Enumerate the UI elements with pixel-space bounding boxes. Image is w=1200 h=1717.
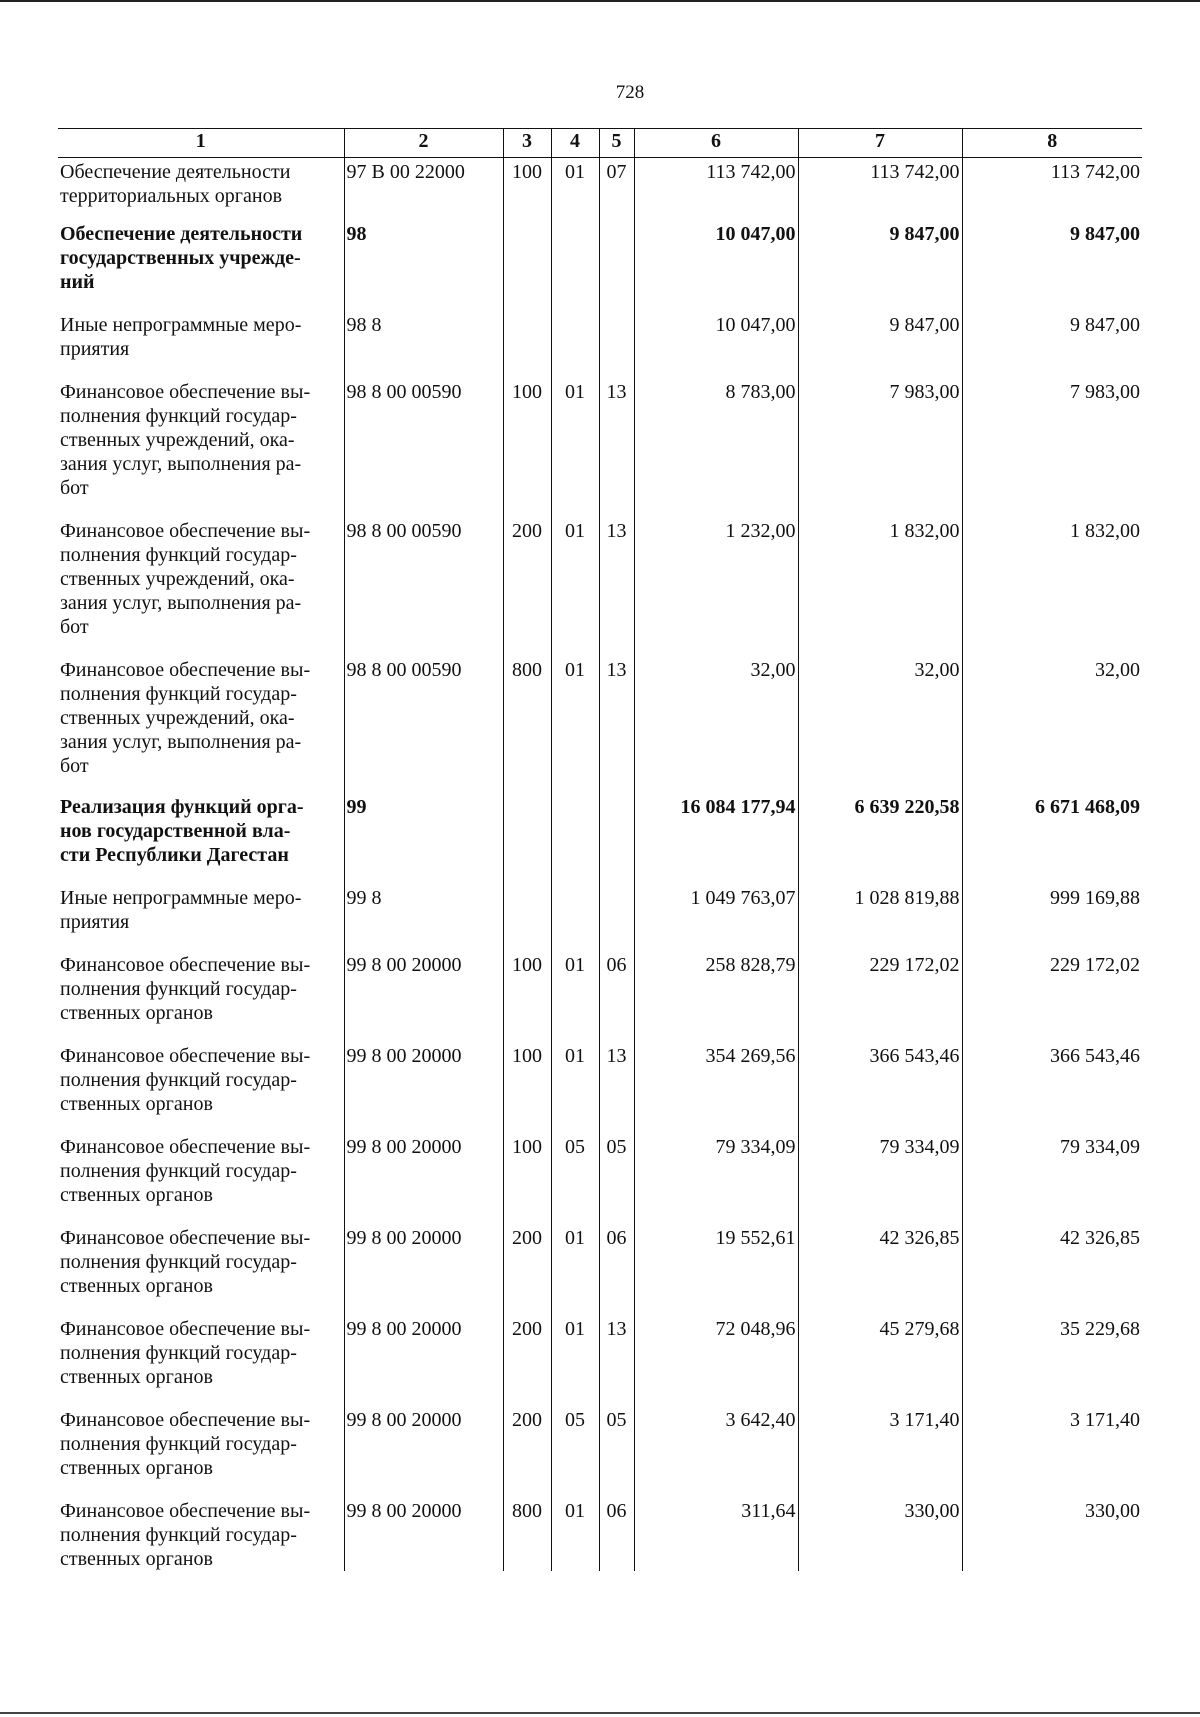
budget-table xyxy=(58,128,1142,1571)
row-amount-col-6: 1 232,00 xyxy=(634,517,798,656)
row-name xyxy=(58,1224,344,1315)
row-code: 98 8 xyxy=(344,311,503,378)
row-amount-col-7: 9 847,00 xyxy=(798,311,962,378)
row-amount-col-6: 8 783,00 xyxy=(634,378,798,517)
row-amount-col-6: 10 047,00 xyxy=(634,311,798,378)
row-name-line: Обеспечение деятельности xyxy=(60,222,303,245)
row-name xyxy=(58,951,344,1042)
row-amount-col-7: 7 983,00 xyxy=(798,378,962,517)
row-name xyxy=(58,1133,344,1224)
header-row xyxy=(58,129,1142,158)
row-code: 99 8 00 20000 xyxy=(344,1042,503,1133)
row-amount-col-7: 1 028 819,88 xyxy=(798,884,962,951)
row-expense-type: 200 xyxy=(503,1224,551,1315)
row-amount-col-8: 35 229,68 xyxy=(962,1315,1142,1406)
table-row xyxy=(58,793,1142,884)
row-amount-col-6: 10 047,00 xyxy=(634,220,798,311)
row-section: 05 xyxy=(551,1133,599,1224)
row-code: 99 8 00 20000 xyxy=(344,1497,503,1571)
row-name xyxy=(58,1042,344,1133)
row-amount-col-8: 9 847,00 xyxy=(962,220,1142,311)
row-name xyxy=(58,1497,344,1571)
row-name-line: полнения функций государ- xyxy=(60,1068,297,1091)
row-amount-col-7: 330,00 xyxy=(798,1497,962,1571)
row-section xyxy=(551,884,599,951)
row-name-line: ственных учреждений, ока- xyxy=(60,428,295,451)
row-section: 01 xyxy=(551,656,599,793)
row-amount-col-6: 19 552,61 xyxy=(634,1224,798,1315)
table-row xyxy=(58,1315,1142,1406)
row-amount-col-8: 330,00 xyxy=(962,1497,1142,1571)
row-name xyxy=(58,656,344,793)
row-amount-col-8: 3 171,40 xyxy=(962,1406,1142,1497)
table-row xyxy=(58,1406,1142,1497)
row-expense-type: 100 xyxy=(503,158,551,220)
table-row xyxy=(58,311,1142,378)
row-name-line: ственных учреждений, ока- xyxy=(60,706,295,729)
row-amount-col-7: 6 639 220,58 xyxy=(798,793,962,884)
row-name xyxy=(58,517,344,656)
row-name xyxy=(58,884,344,951)
row-name xyxy=(58,1315,344,1406)
table-row xyxy=(58,951,1142,1042)
table-row xyxy=(58,1042,1142,1133)
row-amount-col-8: 1 832,00 xyxy=(962,517,1142,656)
row-name-line: полнения функций государ- xyxy=(60,977,297,1000)
row-amount-col-6: 354 269,56 xyxy=(634,1042,798,1133)
table-body xyxy=(58,158,1142,1571)
row-code: 97 В 00 22000 xyxy=(344,158,503,220)
row-name-line: ний xyxy=(60,270,95,293)
row-name-line: ственных органов xyxy=(60,1001,213,1024)
row-section: 05 xyxy=(551,1406,599,1497)
row-amount-col-7: 1 832,00 xyxy=(798,517,962,656)
row-expense-type: 100 xyxy=(503,378,551,517)
row-name-line: территориальных органов xyxy=(60,185,283,207)
row-name-line: Финансовое обеспечение вы- xyxy=(60,1226,311,1249)
page-number: 728 xyxy=(615,82,645,103)
row-expense-type xyxy=(503,220,551,311)
table-row xyxy=(58,1497,1142,1571)
row-name-line: полнения функций государ- xyxy=(60,543,297,566)
table-row xyxy=(58,884,1142,951)
row-name-line: Финансовое обеспечение вы- xyxy=(60,1044,311,1067)
table-row xyxy=(58,1224,1142,1315)
row-expense-type: 100 xyxy=(503,951,551,1042)
row-name-line: полнения функций государ- xyxy=(60,1432,297,1455)
row-name xyxy=(58,378,344,517)
row-subsection: 06 xyxy=(599,951,634,1042)
row-expense-type: 800 xyxy=(503,656,551,793)
row-name-line: зания услуг, выполнения ра- xyxy=(60,591,302,614)
row-expense-type xyxy=(503,793,551,884)
top-border-line xyxy=(0,0,1200,2)
row-name-line: Финансовое обеспечение вы- xyxy=(60,1135,311,1158)
row-name-line: зания услуг, выполнения ра- xyxy=(60,730,302,753)
row-code: 99 8 00 20000 xyxy=(344,1315,503,1406)
row-subsection xyxy=(599,311,634,378)
row-name-line: Финансовое обеспечение вы- xyxy=(60,1408,311,1431)
row-subsection xyxy=(599,793,634,884)
row-code: 98 xyxy=(344,220,503,311)
row-section: 01 xyxy=(551,951,599,1042)
row-code: 99 8 xyxy=(344,884,503,951)
row-amount-col-8: 366 543,46 xyxy=(962,1042,1142,1133)
row-name-line: Финансовое обеспечение вы- xyxy=(60,953,311,976)
row-name-line: полнения функций государ- xyxy=(60,1523,297,1546)
row-name-line: полнения функций государ- xyxy=(60,1341,297,1364)
row-amount-col-6: 1 049 763,07 xyxy=(634,884,798,951)
row-amount-col-7: 79 334,09 xyxy=(798,1133,962,1224)
row-amount-col-8: 42 326,85 xyxy=(962,1224,1142,1315)
row-amount-col-6: 113 742,00 xyxy=(634,158,798,220)
row-amount-col-7: 32,00 xyxy=(798,656,962,793)
row-expense-type: 800 xyxy=(503,1497,551,1571)
row-code: 98 8 00 00590 xyxy=(344,656,503,793)
row-subsection xyxy=(599,220,634,311)
row-section: 01 xyxy=(551,1497,599,1571)
row-name-line: нов государственной вла- xyxy=(60,819,291,842)
row-amount-col-6: 79 334,09 xyxy=(634,1133,798,1224)
header-col-5: 5 xyxy=(599,129,634,158)
table-row xyxy=(58,1133,1142,1224)
row-name-line: бот xyxy=(60,476,89,499)
row-subsection: 06 xyxy=(599,1497,634,1571)
row-code: 99 8 00 20000 xyxy=(344,1406,503,1497)
row-amount-col-7: 366 543,46 xyxy=(798,1042,962,1133)
row-amount-col-6: 3 642,40 xyxy=(634,1406,798,1497)
row-code: 99 8 00 20000 xyxy=(344,1224,503,1315)
row-name-line: Финансовое обеспечение вы- xyxy=(60,380,311,403)
row-amount-col-8: 229 172,02 xyxy=(962,951,1142,1042)
row-name-line: Обеспечение деятельности xyxy=(60,161,291,183)
row-code: 99 8 00 20000 xyxy=(344,951,503,1042)
row-amount-col-7: 229 172,02 xyxy=(798,951,962,1042)
row-section: 01 xyxy=(551,517,599,656)
row-amount-col-8: 79 334,09 xyxy=(962,1133,1142,1224)
row-name-line: бот xyxy=(60,615,89,638)
row-expense-type: 200 xyxy=(503,1315,551,1406)
row-subsection: 13 xyxy=(599,378,634,517)
row-name xyxy=(58,158,344,220)
row-name-line: ственных органов xyxy=(60,1092,213,1115)
row-name-line: Иные непрограммные меро- xyxy=(60,313,302,336)
row-name-line: ственных органов xyxy=(60,1456,213,1479)
header-col-7: 7 xyxy=(798,129,962,158)
row-amount-col-7: 45 279,68 xyxy=(798,1315,962,1406)
row-subsection: 13 xyxy=(599,517,634,656)
row-section xyxy=(551,311,599,378)
row-section: 01 xyxy=(551,1042,599,1133)
row-name-line: полнения функций государ- xyxy=(60,404,297,427)
row-section: 01 xyxy=(551,378,599,517)
row-name-line: ственных органов xyxy=(60,1365,213,1388)
row-expense-type: 100 xyxy=(503,1042,551,1133)
row-subsection: 13 xyxy=(599,656,634,793)
row-name-line: ственных учреждений, ока- xyxy=(60,567,295,590)
row-amount-col-6: 72 048,96 xyxy=(634,1315,798,1406)
row-name-line: приятия xyxy=(60,910,130,933)
row-name-line: ственных органов xyxy=(60,1547,213,1570)
row-name-line: ственных органов xyxy=(60,1183,213,1206)
row-amount-col-8: 32,00 xyxy=(962,656,1142,793)
row-name-line: зания услуг, выполнения ра- xyxy=(60,452,302,475)
row-section: 01 xyxy=(551,1224,599,1315)
row-subsection: 07 xyxy=(599,158,634,220)
row-expense-type: 200 xyxy=(503,1406,551,1497)
row-amount-col-6: 16 084 177,94 xyxy=(634,793,798,884)
row-expense-type: 100 xyxy=(503,1133,551,1224)
row-amount-col-6: 258 828,79 xyxy=(634,951,798,1042)
row-section: 01 xyxy=(551,158,599,220)
row-amount-col-6: 32,00 xyxy=(634,656,798,793)
row-subsection: 13 xyxy=(599,1042,634,1133)
row-expense-type: 200 xyxy=(503,517,551,656)
header-col-6: 6 xyxy=(634,129,798,158)
row-name-line: бот xyxy=(60,754,89,777)
row-code: 98 8 00 00590 xyxy=(344,517,503,656)
row-name xyxy=(58,1406,344,1497)
row-amount-col-8: 999 169,88 xyxy=(962,884,1142,951)
row-subsection: 05 xyxy=(599,1406,634,1497)
row-name xyxy=(58,793,344,884)
row-name-line: государственных учрежде- xyxy=(60,246,301,269)
header-col-3: 3 xyxy=(503,129,551,158)
row-amount-col-8: 6 671 468,09 xyxy=(962,793,1142,884)
row-amount-col-8: 7 983,00 xyxy=(962,378,1142,517)
row-name-line: Финансовое обеспечение вы- xyxy=(60,658,311,681)
row-amount-col-7: 9 847,00 xyxy=(798,220,962,311)
row-name-line: приятия xyxy=(60,337,130,360)
row-section xyxy=(551,220,599,311)
row-section xyxy=(551,793,599,884)
bottom-border-line xyxy=(0,1712,1200,1714)
table-row xyxy=(58,656,1142,793)
row-code: 99 xyxy=(344,793,503,884)
row-name xyxy=(58,311,344,378)
row-code: 98 8 00 00590 xyxy=(344,378,503,517)
row-amount-col-7: 42 326,85 xyxy=(798,1224,962,1315)
row-subsection: 06 xyxy=(599,1224,634,1315)
row-subsection: 05 xyxy=(599,1133,634,1224)
row-subsection xyxy=(599,884,634,951)
row-name xyxy=(58,220,344,311)
row-name-line: Реализация функций орга- xyxy=(60,795,304,818)
table-row xyxy=(58,158,1142,220)
row-name-line: Финансовое обеспечение вы- xyxy=(60,519,311,542)
row-amount-col-6: 311,64 xyxy=(634,1497,798,1571)
row-name-line: Иные непрограммные меро- xyxy=(60,886,302,909)
row-name-line: сти Республики Дагестан xyxy=(60,843,289,866)
table-row xyxy=(58,220,1142,311)
row-name-line: полнения функций государ- xyxy=(60,682,297,705)
table-row xyxy=(58,517,1142,656)
table-row xyxy=(58,378,1142,517)
row-amount-col-8: 9 847,00 xyxy=(962,311,1142,378)
row-amount-col-8: 113 742,00 xyxy=(962,158,1142,220)
row-name-line: Финансовое обеспечение вы- xyxy=(60,1499,311,1522)
row-code: 99 8 00 20000 xyxy=(344,1133,503,1224)
row-subsection: 13 xyxy=(599,1315,634,1406)
row-section: 01 xyxy=(551,1315,599,1406)
header-col-8: 8 xyxy=(962,129,1142,158)
header-col-1: 1 xyxy=(58,129,344,158)
row-expense-type xyxy=(503,884,551,951)
row-amount-col-7: 3 171,40 xyxy=(798,1406,962,1497)
row-expense-type xyxy=(503,311,551,378)
header-col-4: 4 xyxy=(551,129,599,158)
row-name-line: Финансовое обеспечение вы- xyxy=(60,1317,311,1340)
header-col-2: 2 xyxy=(344,129,503,158)
row-name-line: полнения функций государ- xyxy=(60,1159,297,1182)
row-name-line: ственных органов xyxy=(60,1274,213,1297)
row-amount-col-7: 113 742,00 xyxy=(798,158,962,220)
row-name-line: полнения функций государ- xyxy=(60,1250,297,1273)
